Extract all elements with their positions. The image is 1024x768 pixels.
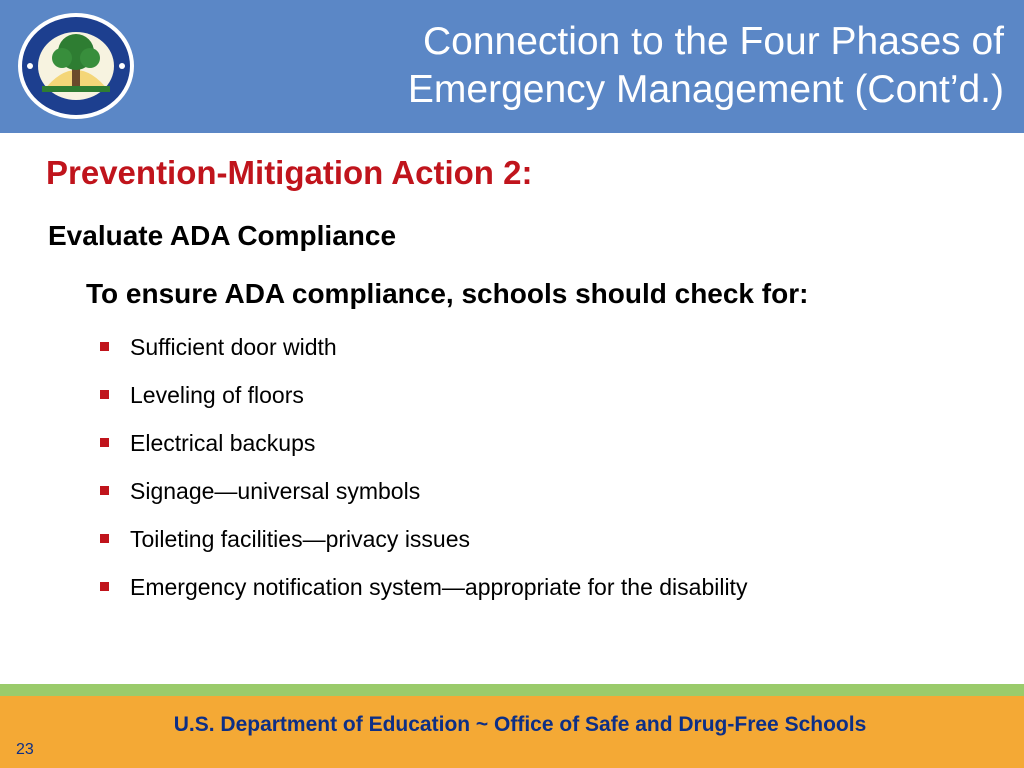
list-item — [96, 380, 747, 428]
square-bullet-icon — [100, 390, 109, 399]
action-heading: Prevention-Mitigation Action 2: — [46, 154, 533, 191]
list-item — [96, 332, 747, 380]
square-bullet-icon — [100, 438, 109, 447]
list-item-text: Electrical backups — [130, 430, 316, 456]
footer-text: U.S. Department of Education ~ Office of Safe and Drug-Free Schools — [173, 713, 867, 736]
title-line-1: Connection to the Four Phases of — [422, 20, 1004, 63]
list-item-text: Sufficient door width — [130, 334, 337, 360]
list-item-text: Emergency notification system—appropriate for the disability — [130, 574, 748, 600]
slide-title — [244, 18, 1004, 114]
square-bullet-icon — [100, 486, 109, 495]
square-bullet-icon — [100, 534, 109, 543]
footer-accent-strip — [0, 684, 1024, 696]
list-item — [96, 428, 747, 476]
lead-text: To ensure ADA compliance, schools should check for: — [86, 278, 809, 309]
list-item-text: Toileting facilities—privacy issues — [130, 526, 471, 552]
bullet-list — [96, 332, 747, 620]
list-item-text: Signage—universal symbols — [130, 478, 421, 504]
square-bullet-icon — [100, 342, 109, 351]
subheading: Evaluate ADA Compliance — [48, 220, 397, 251]
list-item-text: Leveling of floors — [130, 382, 304, 408]
title-line-2: Emergency Management (Cont’d.) — [407, 68, 1004, 111]
list-item — [96, 572, 747, 620]
slide-header — [0, 0, 1024, 133]
square-bullet-icon — [100, 582, 109, 591]
list-item — [96, 524, 747, 572]
department-of-education-seal-icon — [14, 10, 138, 122]
slide-footer — [0, 696, 1024, 768]
list-item — [96, 476, 747, 524]
page-number: 23 — [16, 741, 34, 758]
